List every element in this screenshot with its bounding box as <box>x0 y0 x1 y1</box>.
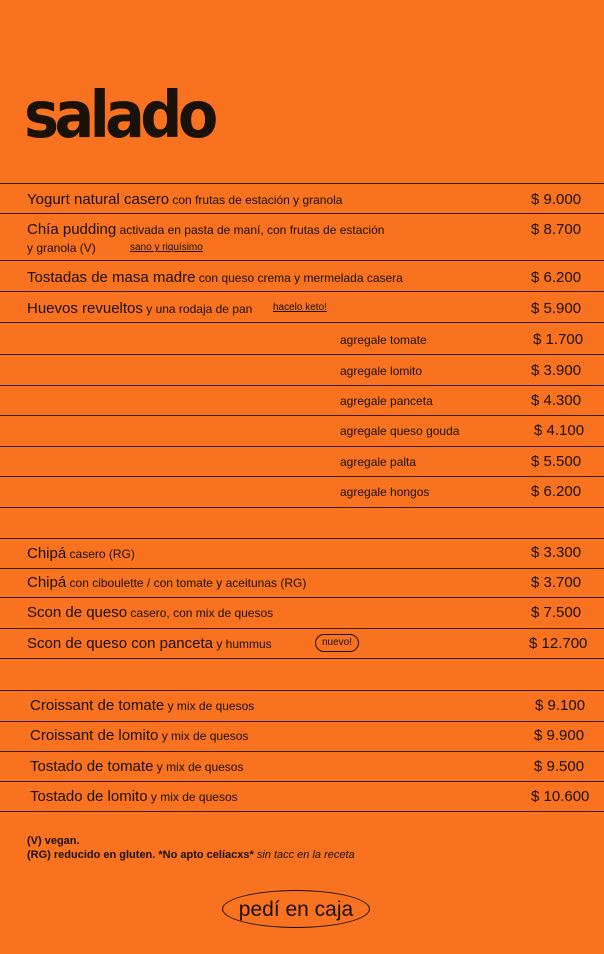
item-price: $ 9.000 <box>531 191 582 208</box>
item-desc: y mix de quesos <box>164 699 255 713</box>
spacer-row <box>0 658 604 691</box>
menu-item-croissant-tomate <box>0 690 604 722</box>
addon-label: agregale panceta <box>340 394 433 408</box>
item-desc: y mix de quesos <box>147 790 238 804</box>
addon-row <box>0 415 604 447</box>
gluten-note-bold: (RG) reducido en gluten. *No apto celíacxs* <box>27 849 254 861</box>
item-desc: con queso crema y mermelada casera <box>195 271 403 285</box>
item-name: Chipá <box>27 574 67 591</box>
item-name: Huevos revueltos <box>27 300 143 317</box>
menu-item-croissant-lomito <box>0 721 604 752</box>
item-price: $ 9.900 <box>534 727 585 744</box>
addon-label: agregale hongos <box>340 485 430 499</box>
item-name: Scon de queso con panceta <box>27 635 213 652</box>
page-title: salado <box>24 79 214 153</box>
item-price: $ 3.700 <box>531 574 582 591</box>
item-desc-line2: y granola (V) <box>27 241 96 255</box>
item-name: Chía pudding <box>27 221 117 238</box>
item-desc: y hummus <box>212 637 272 651</box>
menu-item-tostado-tomate <box>0 751 604 782</box>
addon-row <box>0 446 604 477</box>
addon-price: $ 4.100 <box>534 422 585 439</box>
gluten-note-italic: sin tacc en la receta <box>253 849 355 861</box>
gluten-note <box>27 848 355 862</box>
footnotes <box>27 834 355 862</box>
item-desc: casero (RG) <box>66 547 135 561</box>
item-price: $ 3.300 <box>531 544 582 561</box>
item-desc: y mix de quesos <box>153 760 244 774</box>
menu-item-tostado-lomito <box>0 781 604 812</box>
item-price: $ 10.600 <box>531 788 590 805</box>
item-desc: con ciboulette / con tomate y aceitunas (RG) <box>66 576 307 590</box>
item-price: $ 9.500 <box>534 758 585 775</box>
spacer-row <box>0 507 604 539</box>
addon-label: agregale palta <box>340 455 417 469</box>
addon-row <box>0 385 604 416</box>
menu-item-chipa <box>0 538 604 569</box>
item-price: $ 8.700 <box>531 221 582 238</box>
item-name: Tostado de tomate <box>30 758 154 775</box>
addon-label: agregale lomito <box>340 364 423 378</box>
item-name: Croissant de tomate <box>30 697 165 714</box>
vegan-note: (V) vegan. <box>27 835 80 847</box>
menu-item-chipa-ciboulette <box>0 568 604 598</box>
menu-item-scon <box>0 597 604 629</box>
item-name: Tostadas de masa madre <box>27 269 196 286</box>
item-price: $ 9.100 <box>535 697 586 714</box>
menu-item-yogurt <box>0 183 604 214</box>
addon-row <box>0 476 604 508</box>
addon-label: agregale queso gouda <box>340 424 460 438</box>
item-name: Yogurt natural casero <box>27 191 170 208</box>
item-desc: con frutas de estación y granola <box>169 193 343 207</box>
menu-item-scon-panceta <box>0 628 604 659</box>
item-tag: hacelo keto! <box>273 302 327 313</box>
menu-item-huevos <box>0 291 604 323</box>
item-name: Scon de queso <box>27 604 128 621</box>
item-desc: y una rodaja de pan <box>142 302 253 316</box>
addon-price: $ 3.900 <box>531 362 582 379</box>
addon-price: $ 5.500 <box>531 453 582 470</box>
item-desc: y mix de quesos <box>158 729 249 743</box>
addon-label: agregale tomate <box>340 333 427 347</box>
item-name: Chipá <box>27 545 67 562</box>
item-desc: activada en pasta de maní, con frutas de estación <box>116 223 385 237</box>
item-price: $ 7.500 <box>531 604 582 621</box>
menu-item-chia <box>0 213 604 261</box>
new-badge: nuevo! <box>315 634 359 652</box>
order-at-register-badge: pedí en caja <box>222 890 370 928</box>
item-price: $ 6.200 <box>531 269 582 286</box>
item-price: $ 5.900 <box>531 300 582 317</box>
item-name: Tostado de lomito <box>30 788 148 805</box>
item-name: Croissant de lomito <box>30 727 159 744</box>
item-desc: casero, con mix de quesos <box>127 606 274 620</box>
item-price: $ 12.700 <box>529 635 588 652</box>
addon-price: $ 1.700 <box>533 331 584 348</box>
item-tag: sano y riquísimo <box>130 242 203 253</box>
menu-item-tostadas <box>0 260 604 292</box>
addon-row <box>0 354 604 386</box>
addon-row <box>0 322 604 355</box>
addon-price: $ 6.200 <box>531 483 582 500</box>
addon-price: $ 4.300 <box>531 392 582 409</box>
